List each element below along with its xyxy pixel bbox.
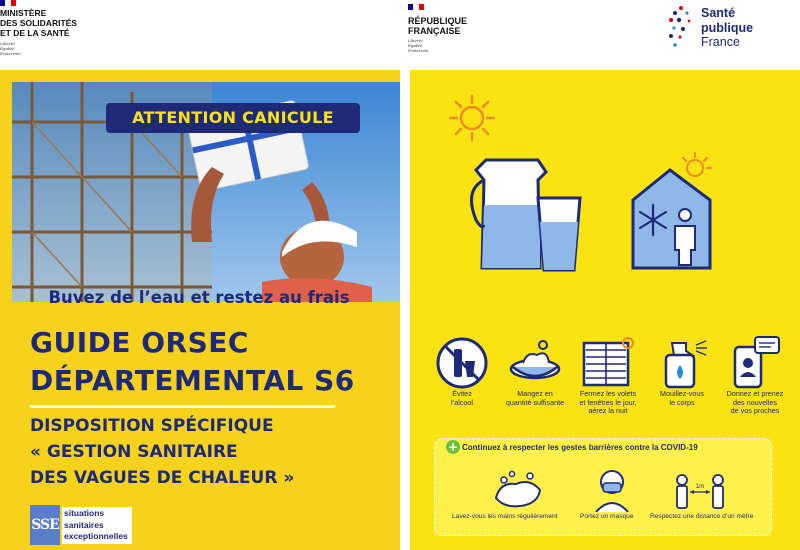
covid-label-mask: Portez un masque <box>580 513 634 520</box>
poster-headline: Buvez de l’eau et restez au frais <box>48 288 350 307</box>
plus-icon: + <box>447 440 459 454</box>
ministry-motto: Liberté Égalité Fraternité <box>0 41 21 56</box>
guide-subtitle-line2: « GESTION SANITAIRE <box>30 442 238 462</box>
spf-line2: publique <box>701 20 754 35</box>
distance-tag: 1m <box>695 484 705 490</box>
marianne-flag-icon <box>0 0 16 6</box>
guide-title-line1: GUIDE ORSEC <box>30 326 249 359</box>
attention-canicule-banner: ATTENTION CANICULE <box>106 103 360 133</box>
guide-subtitle-line1: DISPOSITION SPÉCIFIQUE <box>30 416 274 436</box>
covid-label-handwash: Lavez-vous les mains régulièrement <box>452 513 558 520</box>
covid-heading: Continuez à respecter les gestes barrières contre la COVID-19 <box>462 443 698 452</box>
sse-mark: SSE <box>30 505 60 545</box>
guide-subtitle-line3: DES VAGUES DE CHALEUR » <box>30 468 295 488</box>
phone-call-icon <box>725 335 785 390</box>
republic-header <box>402 0 800 70</box>
spf-dots-icon <box>667 4 697 54</box>
spf-name <box>701 6 753 50</box>
cool-house-icon <box>625 150 725 275</box>
sun-icon <box>447 93 497 143</box>
sse-logo <box>30 505 128 545</box>
sante-publique-france-logo <box>667 4 777 54</box>
gesture-label-wet: Mouillez-vous le corps <box>660 389 704 407</box>
meal-bowl-icon <box>505 335 565 390</box>
spf-line3: France <box>701 35 740 49</box>
guide-title-line2: DÉPARTEMENTAL S6 <box>30 364 355 397</box>
spray-bottle-icon <box>652 335 712 390</box>
gesture-label-eat: Mangez en quantité suffisante <box>505 389 565 407</box>
gesture-label-news: Donnez et prenez des nouvelles de vos proches <box>726 389 784 415</box>
spf-line1: Santé <box>701 6 736 20</box>
republic-name: RÉPUBLIQUE FRANÇAISE <box>408 16 468 36</box>
shutters-icon <box>578 335 638 390</box>
gesture-label-shutters: Fermez les volets et fenêtres le jour, aérez la nuit <box>579 389 637 415</box>
mask-icon <box>584 468 640 512</box>
gesture-label-alcohol: Évitez l’alcool <box>451 389 473 407</box>
title-divider <box>30 405 335 408</box>
water-jug-glass-icon <box>468 150 588 275</box>
republic-motto: Liberté Égalité Fraternité <box>408 38 429 53</box>
marianne-flag-icon <box>408 4 424 10</box>
ministry-name: MINISTÈRE DES SOLIDARITÉS ET DE LA SANTÉ <box>0 8 77 38</box>
distance-icon <box>672 468 728 512</box>
no-alcohol-icon <box>432 335 492 390</box>
sse-text: situations sanitaires exceptionnelles <box>62 507 132 544</box>
covid-label-distance: Respectez une distance d’un mètre <box>650 513 754 520</box>
hand-wash-icon <box>490 468 546 512</box>
ministry-header <box>0 0 400 70</box>
